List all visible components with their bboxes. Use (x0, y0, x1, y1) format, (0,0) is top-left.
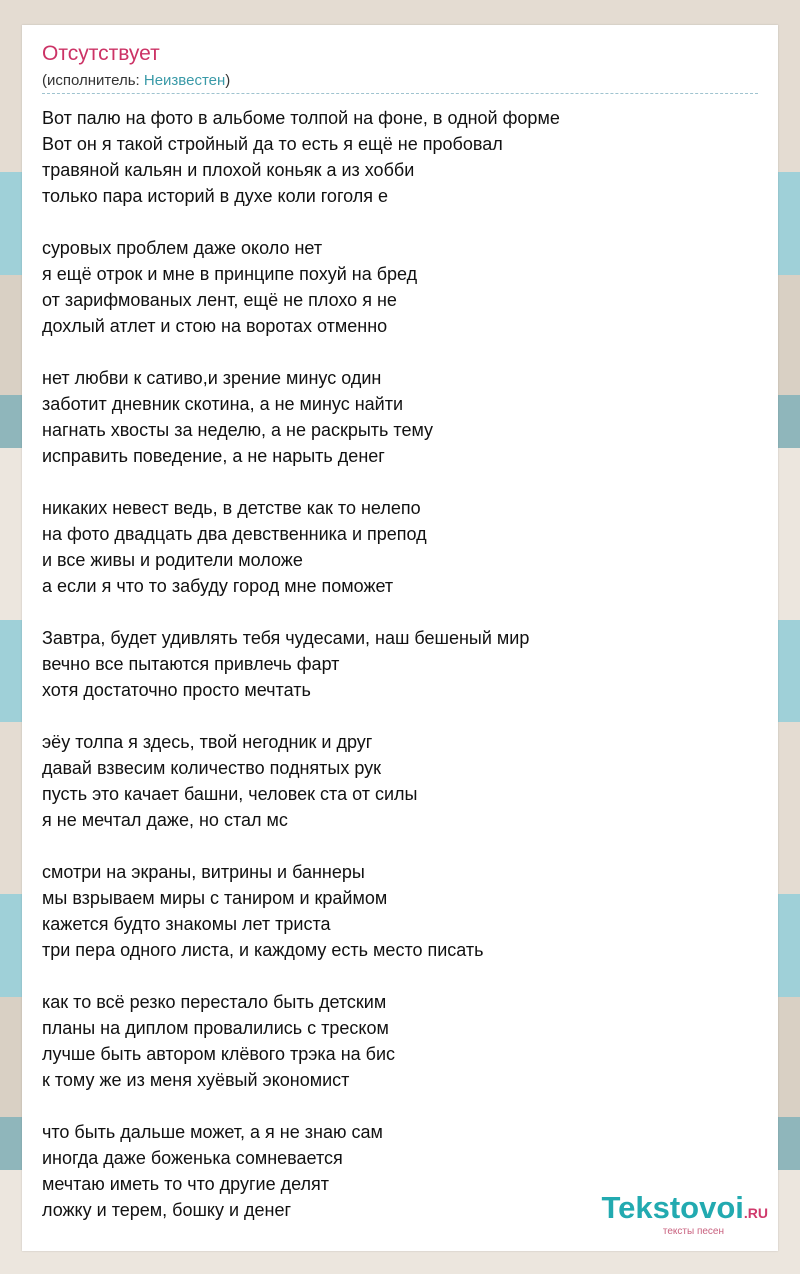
lyrics-line: Вот он я такой стройный да то есть я ещё не пробовал (42, 134, 503, 154)
site-logo[interactable] (601, 1192, 768, 1237)
lyrics-stanza (42, 105, 758, 209)
lyrics-line: давай взвесим количество поднятых рук (42, 758, 382, 778)
lyrics-line: исправить поведение, а не нарыть денег (42, 446, 385, 466)
lyrics-line: к тому же из меня хуёвый экономист (42, 1070, 350, 1090)
lyrics-line: травяной кальян и плохой коньяк а из хобби (42, 160, 415, 180)
lyrics-stanza (42, 235, 758, 339)
lyrics-stanza (42, 365, 758, 469)
lyrics-line: Завтра, будет удивлять тебя чудесами, наш бешеный мир (42, 628, 530, 648)
lyrics-card (22, 25, 778, 1251)
lyrics-stanza (42, 625, 758, 703)
lyrics-stanza (42, 729, 758, 833)
lyrics-line: кажется будто знакомы лет триста (42, 914, 331, 934)
lyrics-line: эёу толпа я здесь, твой негодник и друг (42, 732, 373, 752)
lyrics-line: три пера одного листа, и каждому есть место писать (42, 940, 484, 960)
lyrics-line: на фото двадцать два девственника и препод (42, 524, 427, 544)
artist-link[interactable]: Неизвестен (143, 72, 226, 89)
lyrics-line: от зарифмованых лент, ещё не плохо я не (42, 290, 397, 310)
lyrics-line: заботит дневник скотина, а не минус найти (42, 394, 404, 414)
lyrics-line: смотри на экраны, витрины и баннеры (42, 862, 365, 882)
lyrics-line: нет любви к сативо,и зрение минус один (42, 368, 382, 388)
lyrics-line: суровых проблем даже около нет (42, 238, 323, 258)
lyrics-line: дохлый атлет и стою на воротах отменно (42, 316, 388, 336)
song-title: Отсутствует (42, 42, 160, 65)
lyrics-line: нагнать хвосты за неделю, а не раскрыть тему (42, 420, 434, 440)
lyrics-line: Вот палю на фото в альбоме толпой на фоне, в одной форме (42, 108, 560, 128)
lyrics-line: иногда даже боженька сомневается (42, 1148, 343, 1168)
lyrics-line: мечтаю иметь то что другие делят (42, 1174, 330, 1194)
lyrics-line: вечно все пытаются привлечь фарт (42, 654, 340, 674)
song-header (42, 41, 758, 94)
lyrics-line: что быть дальше может, а я не знаю сам (42, 1122, 383, 1142)
lyrics-line: мы взрываем миры с таниром и краймом (42, 888, 388, 908)
artist-suffix: ) (225, 72, 231, 89)
lyrics-line: только пара историй в духе коли гоголя е (42, 186, 388, 206)
logo-tld: .RU (743, 1205, 768, 1221)
logo-tagline: тексты песен (662, 1226, 724, 1237)
lyrics-stanza (42, 495, 758, 599)
lyrics-line: никаких невест ведь, в детстве как то нелепо (42, 498, 421, 518)
lyrics-line: лучше быть автором клёвого трэка на бис (42, 1044, 396, 1064)
lyrics-line: пусть это качает башни, человек ста от силы (42, 784, 418, 804)
lyrics-line: как то всё резко перестало быть детским (42, 992, 387, 1012)
lyrics-line: я ещё отрок и мне в принципе похуй на бред (42, 264, 418, 284)
lyrics-line: а если я что то забуду город мне поможет (42, 576, 394, 596)
artist-prefix: (исполнитель: (42, 72, 144, 89)
lyrics-stanza (42, 989, 758, 1093)
lyrics-line: ложку и терем, бошку и денег (42, 1200, 292, 1220)
lyrics-body (42, 105, 758, 1223)
artist-line (42, 71, 758, 94)
lyrics-line: и все живы и родители моложе (42, 550, 303, 570)
lyrics-line: планы на диплом провалились с треском (42, 1018, 389, 1038)
lyrics-stanza (42, 859, 758, 963)
lyrics-line: хотя достаточно просто мечтать (42, 680, 311, 700)
logo-name: Tekstovoi (601, 1190, 744, 1225)
lyrics-line: я не мечтал даже, но стал мс (42, 810, 288, 830)
